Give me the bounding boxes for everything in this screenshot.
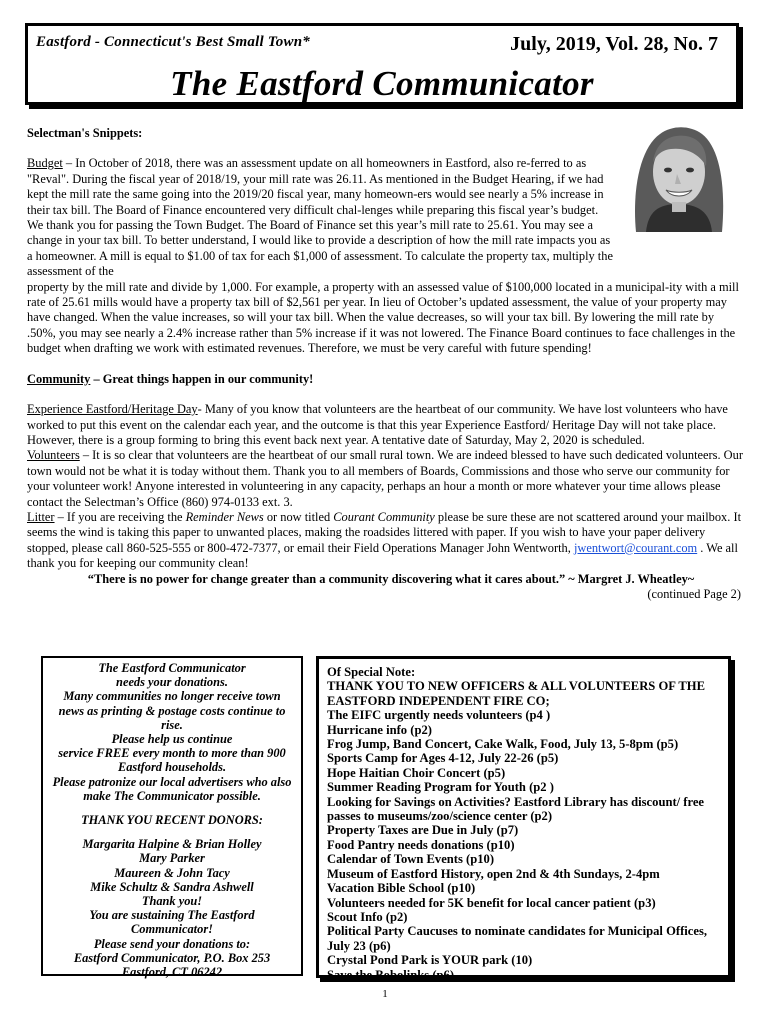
special-note-item: The EIFC urgently needs volunteers (p4 ) <box>327 708 551 723</box>
special-note-box <box>316 656 731 982</box>
volunteers-label: Volunteers <box>27 448 80 463</box>
special-note-item: Scout Info (p2) <box>327 909 408 924</box>
special-note-item: Property Taxes are Due in July (p7) <box>327 823 519 838</box>
community-text: – Great things happen in our community! <box>90 371 314 386</box>
special-note-item: THANK YOU TO NEW OFFICERS & ALL VOLUNTEERS OF THE EASTFORD INDEPENDENT FIRE CO; <box>327 679 705 708</box>
special-note-item: Frog Jump, Band Concert, Cake Walk, Food, July 13, 5-8pm (p5) <box>327 737 679 752</box>
special-note-item: Summer Reading Program for Youth (p2 ) <box>327 780 554 795</box>
masthead <box>25 23 739 105</box>
donation-line: The Eastford Communicator <box>98 661 246 675</box>
special-note-item: Hurricane info (p2) <box>327 722 432 737</box>
donation-line: Please help us continue <box>111 732 233 747</box>
budget-text-narrow: – In October of 2018, there was an assessment update on all homeowners in Eastford, also re-ferred to as "Reval". During the fiscal year of 2018/19, your mill rate was 26.11. As mentioned in the Budget Hearing, if we had kept the mill rate the same going into the 2019/20 fiscal year, many homeown-ers would see nearly a 5% increase in their tax bill. The Board of Finance encountered very difficult chal-lenges while preparing this fiscal year’s budget. We thank you for passing the Town Budget. The Board of Finance set this year’s mill rate to 25.61. You may see a change in your tax bill. To better understand, I would like to provide a description of how the mill rate impacts you as a homeowner. A mill is equal to $1.00 of tax for each $1,000 of assessment. To calculate the property tax, multiply the assessment of the <box>27 156 613 279</box>
email-link[interactable]: jwentwort@courant.com <box>573 540 698 555</box>
budget-text-wide: property by the mill rate and divide by 1,000. For example, a property with an assessed value of $100,000 located in a municipal-ity with a mill rate of 25.61 mills would have a property tax bill of $2,561 per year. In lieu of October’s updated assessment, the value of your property may have changed. When the value increases, so will your tax bill. When the value decreases, so will your tax bill. By lowering the mill rate by .50%, you may see nearly a 2.4% increase rather than 5% increase if it was not lowered. The Finance Board continues to face challenges in the budget when drafting we work with estimated revenues. Therefore, we must be very careful with future spending! <box>27 279 739 356</box>
special-note-item: Food Pantry needs donations (p10) <box>327 837 515 852</box>
budget-label: Budget <box>27 156 63 171</box>
donor-line: Mary Parker <box>139 851 205 866</box>
page-number: 1 <box>382 988 388 1000</box>
heritage-text: - Many of you know that volunteers are the heartbeat of our community. We have lost volunteers who have worked to put this event on the calendar each year, and the outcome is that this year Experience Eastford/ Heritage Day will not take place. However, there is a group forming to bring this event back next year. A tentative date of Saturday, May 2, 2020 is scheduled. <box>27 402 728 447</box>
donor-line: Maureen & John Tacy <box>114 865 230 880</box>
litter-text: – If you are receiving the <box>54 509 186 524</box>
selectmans-snippets-article <box>27 126 743 602</box>
donor-line: Eastford Communicator, P.O. Box 253 <box>73 950 271 965</box>
masthead-motto: Eastford - Connecticut's Best Small Town* <box>36 34 310 50</box>
donor-line: Margarita Halpine & Brian Holley <box>82 837 262 852</box>
courant-community-title: Courant Community <box>333 509 435 524</box>
heritage-label: Experience Eastford/Heritage Day <box>27 402 198 417</box>
donor-line: You are sustaining The Eastford Communicator! <box>89 908 255 937</box>
special-note-item: Museum of Eastford History, open 2nd & 4th Sundays, 2-4pm <box>327 866 660 881</box>
donor-line: Thank you! <box>141 894 203 909</box>
special-note-item: Political Party Caucuses to nominate candidates for Municipal Offices, July 23 (p6) <box>327 924 707 953</box>
continued-note: (continued Page 2) <box>647 586 741 601</box>
donations-box <box>41 656 303 980</box>
special-note-item: Sports Camp for Ages 4-12, July 22-26 (p5) <box>327 751 559 766</box>
newspaper-title: The Eastford Communicator <box>170 64 594 103</box>
reminder-news-title: Reminder News <box>185 509 264 524</box>
litter-paragraph <box>27 510 743 572</box>
special-note-item: Hope Haitian Choir Concert (p5) <box>327 765 506 780</box>
community-label: Community <box>27 371 91 386</box>
litter-text: please be sure these are not scattered around your mailbox. It seems the wind is taking this paper to unwanted places, making the roadsides littered with paper. If you wish to have your paper delivery stopped, please call 860-525-555 or 800-472-7377, or email their Field Operations Manager John Wentworth, <box>27 509 742 555</box>
litter-text: or now titled <box>263 509 334 524</box>
community-paragraph <box>27 372 743 387</box>
donor-line: Mike Schultz & Sandra Ashwell <box>90 879 254 894</box>
litter-text: . We all thank you for keeping our community clean! <box>27 540 738 571</box>
donor-line: Eastford, CT 06242 <box>121 965 223 980</box>
litter-label: Litter <box>27 509 55 524</box>
wheatley-quote: “There is no power for change greater than a community discovering what it cares about.” ~ Margret J. Wheatley~ <box>87 571 695 586</box>
special-note-item: Vacation Bible School (p10) <box>327 881 476 896</box>
special-note-item: Volunteers needed for 5K benefit for local cancer patient (p3) <box>327 895 656 910</box>
issue-date: July, 2019, Vol. 28, No. 7 <box>510 33 718 55</box>
special-note-item: Crystal Pond Park is YOUR park (10) <box>327 953 533 968</box>
special-note-item: Looking for Savings on Activities? Eastford Library has discount/ free passes to museums/zoo/science center (p2) <box>327 794 705 824</box>
donation-line: needs your donations. <box>116 675 228 690</box>
donors-heading: THANK YOU RECENT DONORS: <box>81 813 263 828</box>
volunteers-paragraph <box>27 448 743 510</box>
special-note-item: Calendar of Town Events (p10) <box>327 852 495 867</box>
budget-paragraph-top <box>27 156 615 279</box>
heritage-paragraph <box>27 402 743 448</box>
special-note-item: Save the Bobolinks (p6) <box>327 967 455 982</box>
donation-line: Please patronize our local advertisers who also make The Communicator possible. <box>52 774 292 803</box>
donor-line: Please send your donations to: <box>93 936 251 951</box>
article-heading: Selectman's Snippets: <box>27 126 143 140</box>
special-note-item: Of Special Note: <box>327 665 416 679</box>
donation-line: Many communities no longer receive town news as printing & postage costs continue to rise. <box>58 689 286 732</box>
donation-line: service FREE every month to more than 900 Eastford households. <box>58 746 286 775</box>
volunteers-text: – It is so clear that volunteers are the heartbeat of our small rural town. We are indeed blessed to have such dedicated volunteers. Our town would not be what it is today without them. Thank you to all members of Boards, Commissions and those who serve our community for your volunteer work! Anyone interested in volunteering in any capacity, perhaps an hour a month or more whatever your time allows please contact the Selectman’s Office (860) 974-0133 ext. 3. <box>27 448 743 509</box>
